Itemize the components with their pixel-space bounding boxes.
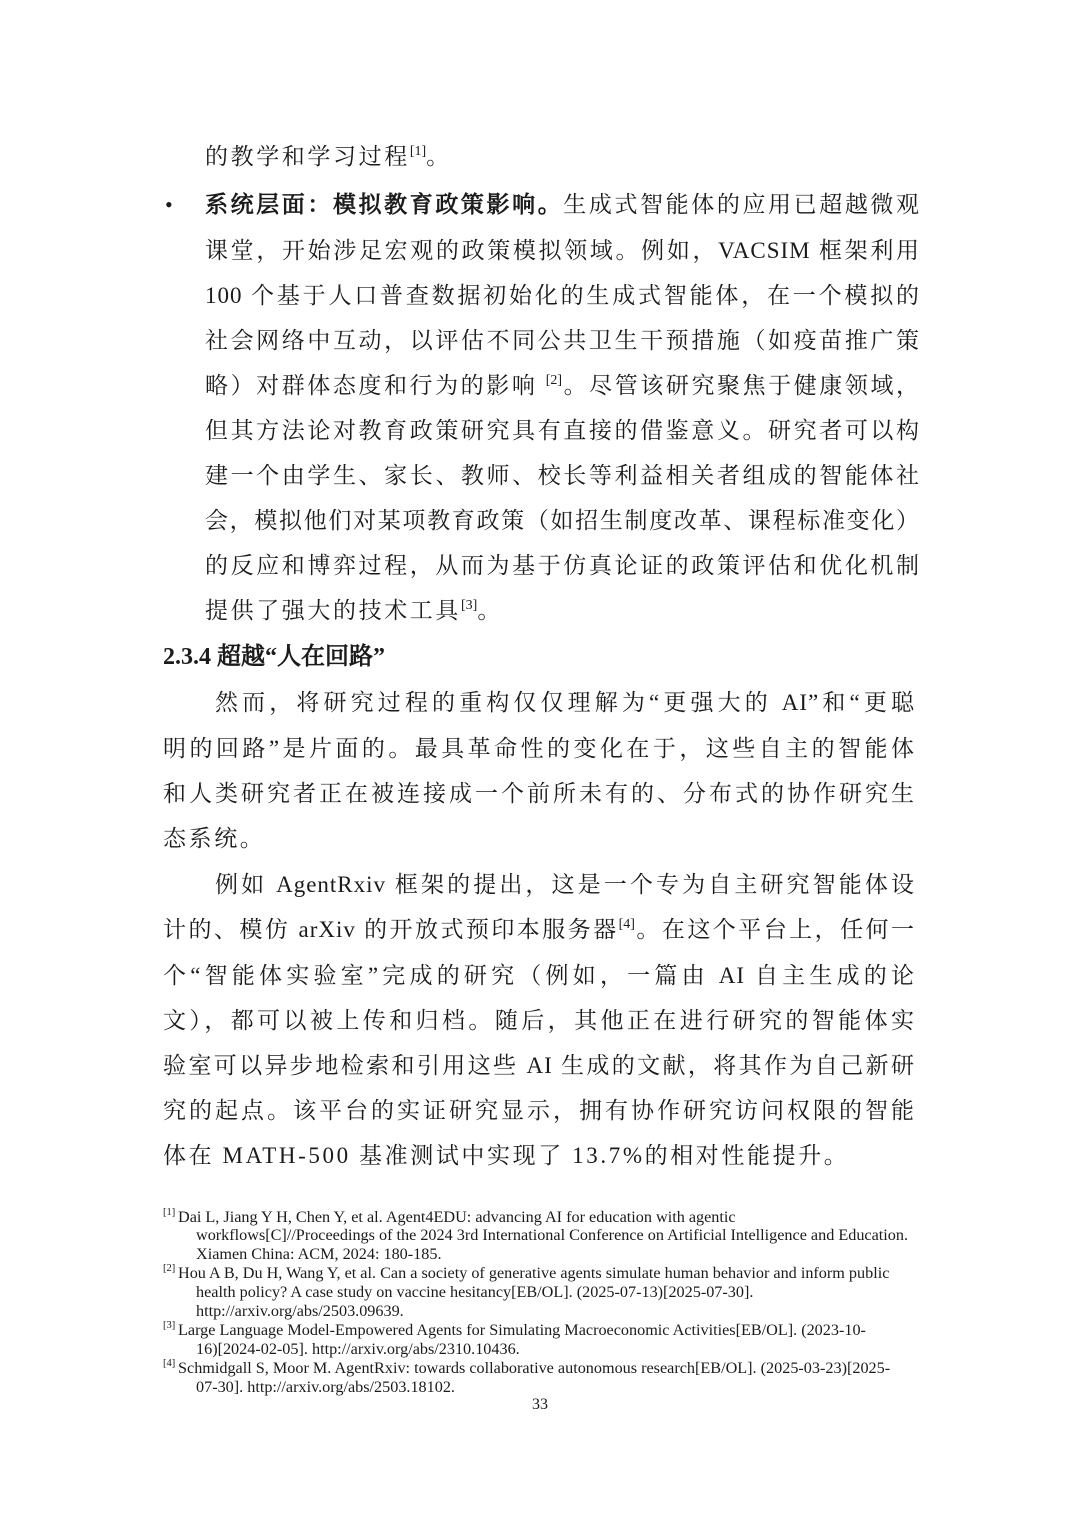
body-line: 但其方法论对教育政策研究具有直接的借鉴意义。研究者可以构 bbox=[205, 417, 920, 443]
body-line: 究的起点。该平台的实证研究显示，拥有协作研究访问权限的智能 bbox=[163, 1097, 915, 1123]
body-line: 体在 MATH-500 基准测试中实现了 13.7%的相对性能提升。 bbox=[163, 1142, 850, 1168]
footnote-line: 07-30]. http://arxiv.org/abs/2503.18102. bbox=[196, 1378, 455, 1397]
bullet-marker: • bbox=[165, 192, 173, 218]
body-line: 会，模拟他们对某项教育政策（如招生制度改革、课程标准变化） bbox=[205, 508, 920, 534]
citation-ref: [1] bbox=[409, 144, 427, 160]
footnote-line bbox=[163, 1321, 923, 1340]
footnote-4 bbox=[163, 1359, 923, 1396]
footnote-line bbox=[163, 1264, 923, 1283]
body-line bbox=[205, 363, 920, 408]
body-text-run: 。 bbox=[477, 598, 503, 624]
paragraph bbox=[163, 862, 915, 1178]
footnote-marker: [3] bbox=[163, 1320, 176, 1332]
body-line: 文），都可以被上传和归档。随后，其他正在进行研究的智能体实 bbox=[163, 1007, 915, 1033]
body-line: 态系统。 bbox=[163, 825, 266, 851]
body-line: 的反应和博弈过程，从而为基于仿真论证的政策评估和优化机制 bbox=[205, 553, 920, 579]
body-line: 和人类研究者正在被连接成一个前所未有的、分布式的协作研究生 bbox=[163, 780, 915, 806]
footnote-text: Hou A B, Du H, Wang Y, et al. Can a society of generative agents simulate human behavior and inform public bbox=[178, 1264, 890, 1283]
footnote-marker: [1] bbox=[163, 1206, 176, 1218]
footnote-line bbox=[163, 1208, 923, 1227]
body-line: 个“智能体实验室”完成的研究（例如，一篇由 AI 自主生成的论 bbox=[163, 962, 915, 988]
citation-ref: [2] bbox=[545, 372, 563, 388]
body-line bbox=[205, 588, 920, 633]
section-heading: 2.3.4 超越“人在回路” bbox=[163, 644, 385, 671]
footnote-2 bbox=[163, 1264, 923, 1320]
body-line bbox=[165, 182, 921, 227]
body-line: 然而，将研究过程的重构仅仅理解为“更强大的 AI”和“更聪 bbox=[215, 690, 915, 716]
page-number: 33 bbox=[532, 1396, 548, 1413]
footnote-line bbox=[163, 1359, 923, 1378]
body-line: 验室可以异步地检索和引用这些 AI 生成的文献，将其作为自己新研 bbox=[163, 1052, 915, 1078]
citation-ref: [4] bbox=[618, 917, 635, 933]
body-line: 明的回路”是片面的。最具革命性的变化在于，这些自主的智能体 bbox=[163, 735, 915, 761]
paragraph bbox=[163, 680, 915, 860]
citation-ref: [3] bbox=[461, 598, 478, 614]
body-text-run: 计的、模仿 arXiv 的开放式预印本服务器 bbox=[163, 917, 619, 943]
footnote-line: health policy? A case study on vaccine hesitancy[EB/OL]. (2025-07-13)[2025-07-30]. bbox=[196, 1283, 754, 1302]
footnote-text: Dai L, Jiang Y H, Chen Y, et al. Agent4EDU: advancing AI for education with agentic bbox=[178, 1207, 736, 1226]
body-line: 例如 AgentRxiv 框架的提出，这是一个专为自主研究智能体设 bbox=[215, 872, 915, 898]
body-line bbox=[163, 907, 915, 952]
body-line: 建一个由学生、家长、教师、校长等利益相关者组成的智能体社 bbox=[205, 462, 920, 488]
footnote-1 bbox=[163, 1208, 923, 1264]
body-text bbox=[163, 134, 921, 1178]
body-text-run: 生成式智能体的应用已超越微观 bbox=[563, 192, 921, 218]
footnote-line: workflows[C]//Proceedings of the 2024 3rd International Conference on Artificial Intelligence and Education. bbox=[196, 1226, 909, 1245]
footnote-marker: [2] bbox=[163, 1263, 176, 1275]
bullet-item bbox=[163, 182, 921, 633]
body-line: 社会网络中互动，以评估不同公共卫生干预措施（如疫苗推广策 bbox=[205, 327, 920, 353]
footnote-text: Schmidgall S, Moor M. AgentRxiv: towards collaborative autonomous research[EB/OL]. (2025-03-23)[2025- bbox=[178, 1359, 891, 1378]
body-text-run: 提供了强大的技术工具 bbox=[205, 598, 461, 624]
footnotes bbox=[163, 1208, 923, 1397]
footnote-line: http://arxiv.org/abs/2503.09639. bbox=[196, 1301, 404, 1320]
body-text-run: 。尽管该研究聚焦于健康领域， bbox=[562, 372, 921, 398]
footnote-line: 16)[2024-02-05]. http://arxiv.org/abs/2310.10436. bbox=[196, 1339, 520, 1358]
body-text-run: 。 bbox=[426, 144, 452, 170]
body-line bbox=[205, 134, 915, 179]
footnote-line: Xiamen China: ACM, 2024: 180-185. bbox=[196, 1244, 442, 1263]
body-line: 100 个基于人口普查数据初始化的生成式智能体，在一个模拟的 bbox=[205, 282, 920, 308]
footnote-marker: [4] bbox=[163, 1358, 176, 1370]
footnote-3 bbox=[163, 1321, 923, 1358]
bullet-title: 系统层面：模拟教育政策影响。 bbox=[205, 192, 564, 218]
body-text-run: 略）对群体态度和行为的影响 bbox=[205, 372, 546, 398]
footnote-text: Large Language Model-Empowered Agents for Simulating Macroeconomic Activities[EB/OL]. (2023-10- bbox=[178, 1321, 866, 1340]
body-text-run: 的教学和学习过程 bbox=[205, 144, 410, 170]
body-line: 课堂，开始涉足宏观的政策模拟领域。例如，VACSIM 框架利用 bbox=[205, 237, 920, 263]
body-text-run: 。在这个平台上，任何一 bbox=[634, 917, 915, 943]
